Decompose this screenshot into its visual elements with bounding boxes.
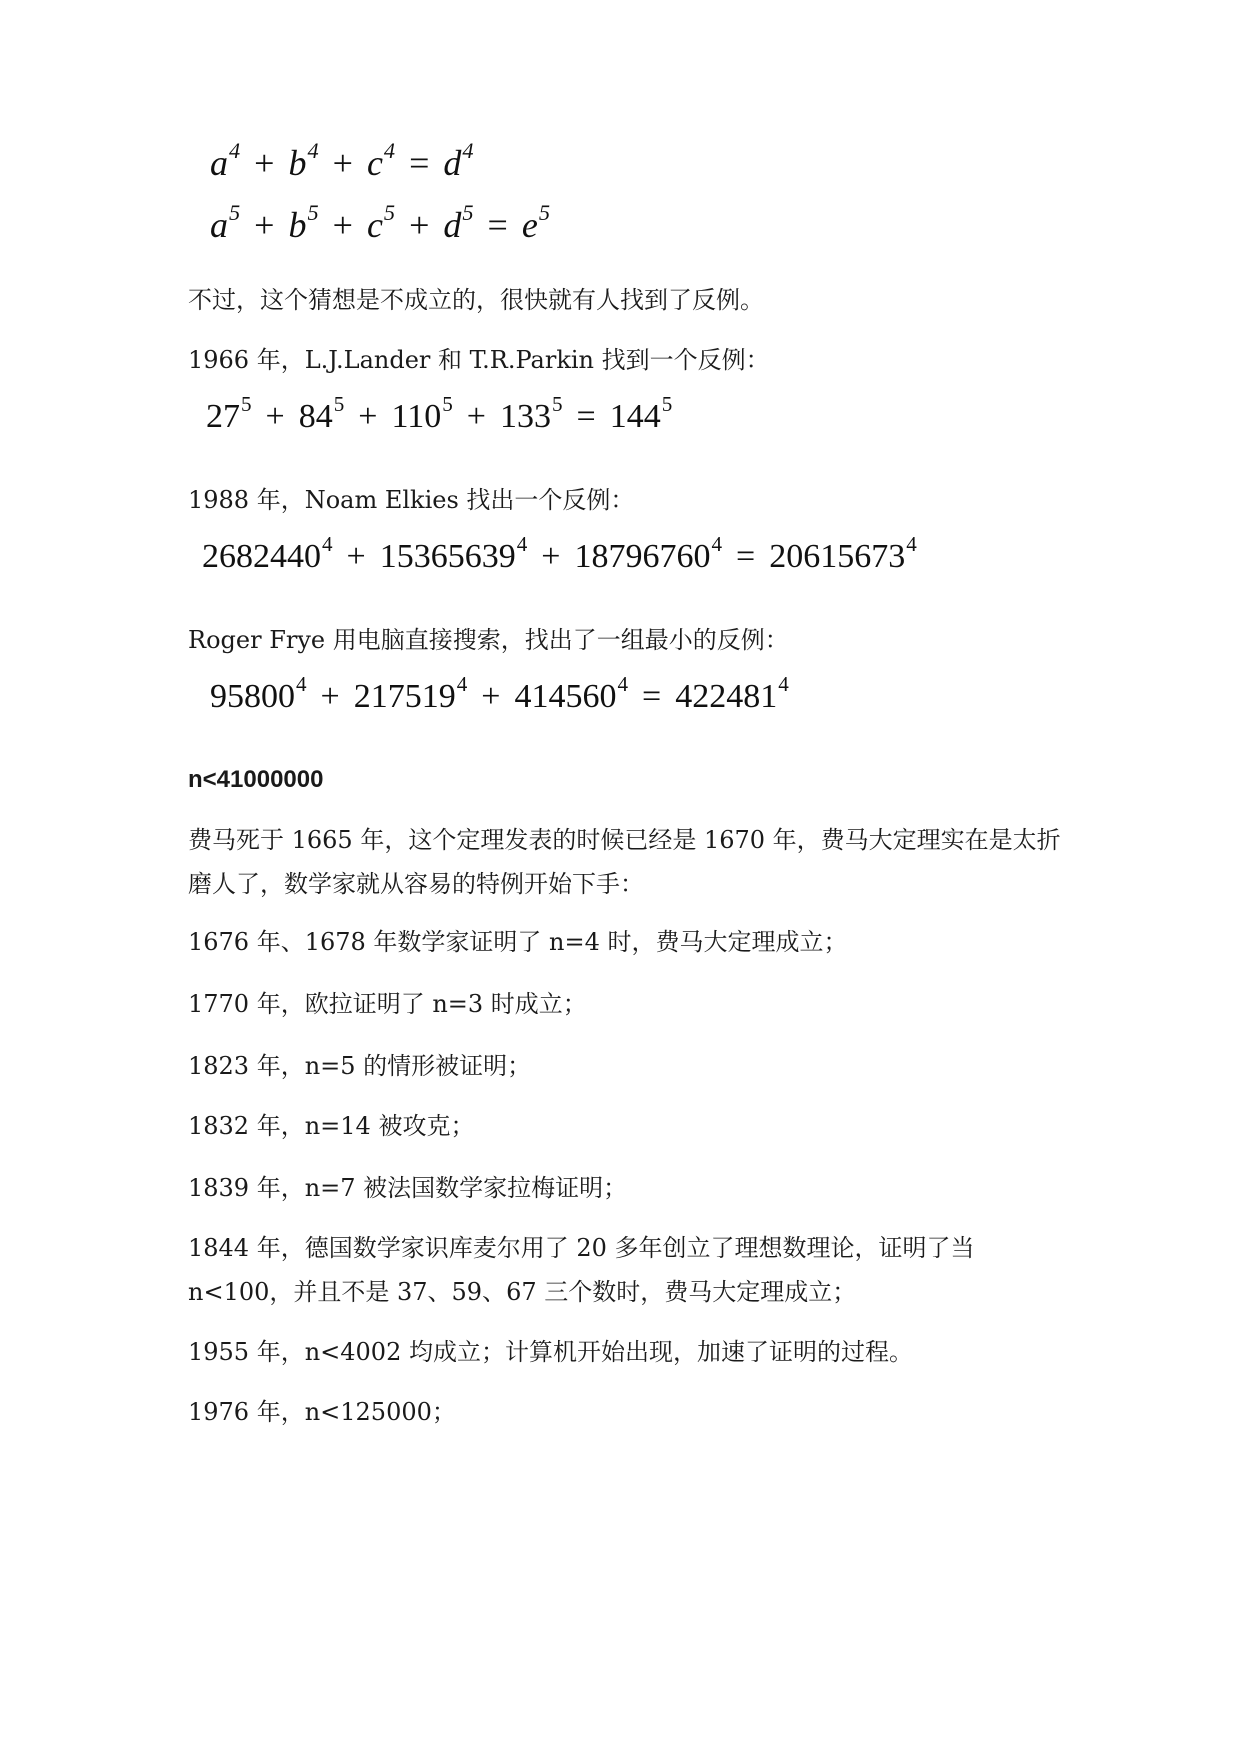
term-base: 95800 (210, 678, 295, 715)
formula-frye (210, 671, 789, 716)
formula-rhs (521, 199, 550, 245)
term-exponent: 4 (462, 137, 474, 163)
term-exponent: 5 (661, 391, 673, 416)
term-exponent: 4 (711, 531, 723, 556)
term-exponent: 4 (296, 671, 307, 696)
term-exponent: 5 (462, 199, 474, 225)
paragraph-elkies: 1988 年，Noam Elkies 找出一个反例： (188, 486, 635, 514)
formula-term (210, 671, 307, 715)
term-base: 414560 (514, 678, 617, 715)
term-exponent: 5 (229, 199, 241, 225)
term-base: e (521, 205, 538, 245)
term-exponent: 4 (516, 531, 528, 556)
term-base: c (366, 205, 383, 245)
term-base: 133 (499, 398, 551, 435)
term-base: a (210, 143, 228, 183)
plus-sign: + (332, 205, 353, 245)
formula-term (202, 531, 333, 575)
formula-elkies (202, 531, 917, 576)
term-base: a (210, 205, 228, 245)
plus-sign: + (254, 205, 275, 245)
formula-rhs (769, 531, 917, 575)
paragraph-1832: 1832 年，n=14 被攻克； (188, 1112, 475, 1140)
formula-term (288, 137, 319, 183)
term-base: 144 (609, 398, 661, 435)
plus-sign: + (541, 538, 561, 575)
term-base: 20615673 (769, 538, 906, 575)
plus-sign: + (346, 538, 366, 575)
term-exponent: 4 (778, 671, 789, 696)
term-exponent: 5 (333, 391, 345, 416)
term-exponent: 4 (322, 531, 333, 556)
term-base: d (443, 143, 462, 183)
term-base: 110 (391, 398, 442, 435)
term-base: c (366, 143, 383, 183)
formula-term (443, 199, 474, 245)
term-base: 2682440 (202, 538, 321, 575)
formula-lander-parkin (206, 391, 673, 436)
term-exponent: 4 (307, 137, 319, 163)
term-exponent: 4 (906, 531, 917, 556)
term-exponent: 5 (383, 199, 396, 225)
formula-rhs (443, 137, 474, 183)
paragraph-1976: 1976 年，n<125000； (188, 1398, 456, 1426)
plus-sign: + (358, 398, 378, 435)
term-base: 217519 (353, 678, 456, 715)
plus-sign: + (320, 678, 340, 715)
paragraph-1844: 1844 年，德国数学家识库麦尔用了 20 多年创立了理想数理论，证明了当 n<100，并且不是 37、59、67 三个数时，费马大定理成立； (188, 1234, 975, 1306)
term-exponent: 4 (229, 137, 241, 163)
term-base: b (288, 143, 307, 183)
formula-term (298, 391, 345, 435)
paragraph-1770: 1770 年，欧拉证明了 n=3 时成立； (188, 990, 587, 1018)
paragraph-frye: Roger Frye 用电脑直接搜索，找出了一组最小的反例： (188, 626, 789, 654)
formula-term (288, 199, 319, 245)
formula-term (366, 137, 396, 183)
formula-term (206, 391, 252, 435)
term-exponent: 5 (538, 199, 550, 225)
term-exponent: 4 (456, 671, 468, 696)
term-exponent: 4 (383, 137, 396, 163)
formula-term (210, 137, 241, 183)
equals-sign: = (487, 205, 508, 245)
formula-term (366, 199, 396, 245)
formula-term (353, 671, 468, 715)
term-base: d (443, 205, 462, 245)
term-base: 18796760 (574, 538, 711, 575)
formula-term (379, 531, 528, 575)
term-base: 27 (206, 398, 240, 435)
equals-sign: = (576, 398, 596, 435)
plus-sign: + (409, 205, 430, 245)
paragraph-1676: 1676 年、1678 年数学家证明了 n=4 时，费马大定理成立； (188, 928, 848, 956)
section-heading: n<41000000 (188, 766, 324, 793)
paragraph-lander-parkin: 1966 年，L.J.Lander 和 T.R.Parkin 找到一个反例： (188, 346, 770, 374)
plus-sign: + (481, 678, 501, 715)
equals-sign: = (409, 143, 430, 183)
equals-sign: = (736, 538, 756, 575)
plus-sign: + (332, 143, 353, 183)
formula-rhs (609, 391, 673, 435)
term-exponent: 4 (617, 671, 629, 696)
term-base: 84 (298, 398, 333, 435)
paragraph-1955: 1955 年，n<4002 均成立；计算机开始出现，加速了证明的过程。 (188, 1338, 913, 1366)
formula-term (514, 671, 629, 715)
formula-fourth-power (210, 137, 474, 184)
formula-term (391, 391, 453, 435)
equals-sign: = (642, 678, 662, 715)
term-exponent: 5 (442, 391, 453, 416)
term-base: 422481 (675, 678, 778, 715)
formula-term (499, 391, 563, 435)
formula-term (210, 199, 241, 245)
formula-rhs (675, 671, 789, 715)
paragraph-1823: 1823 年，n=5 的情形被证明； (188, 1052, 532, 1080)
plus-sign: + (466, 398, 486, 435)
paragraph-fermat-death: 费马死于 1665 年，这个定理发表的时候已经是 1670 年，费马大定理实在是太折磨人了，数学家就从容易的特例开始下手： (188, 826, 1061, 898)
plus-sign: + (265, 398, 285, 435)
term-exponent: 5 (551, 391, 563, 416)
formula-term (574, 531, 723, 575)
paragraph-1839: 1839 年，n=7 被法国数学家拉梅证明； (188, 1174, 628, 1202)
term-base: 15365639 (379, 538, 516, 575)
term-base: b (288, 205, 307, 245)
paragraph-conjecture-false: 不过，这个猜想是不成立的，很快就有人找到了反例。 (188, 286, 764, 314)
term-exponent: 5 (307, 199, 319, 225)
plus-sign: + (254, 143, 275, 183)
term-exponent: 5 (241, 391, 252, 416)
formula-fifth-power (210, 199, 550, 246)
